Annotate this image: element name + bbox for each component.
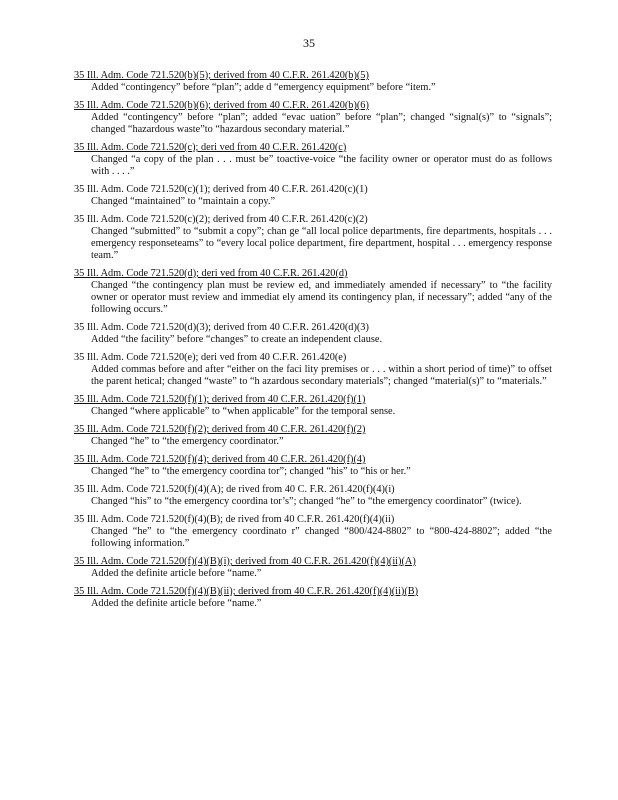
note-entry	[74, 424, 552, 448]
citation-line: 35 Ill. Adm. Code 721.520(f)(4)(B)(ii); derived from 40 C.F.R. 261.420(f)(4)(ii)(B)	[74, 586, 419, 597]
citation-line: 35 Ill. Adm. Code 721.520(f)(4)(B)(i); derived from 40 C.F.R. 261.420(f)(4)(ii)(A)	[74, 556, 416, 567]
note-entry	[74, 586, 552, 610]
change-description: Changed “he” to “the emergency coordina tor”; changed “his” to “his or her.”	[91, 466, 411, 477]
citation-line: 35 Ill. Adm. Code 721.520(b)(5); derived from 40 C.F.R. 261.420(b)(5)	[74, 70, 369, 81]
note-entry	[74, 454, 552, 478]
change-description: Added “contingency” before “plan”; adde d “emergency equipment” before “item.”	[91, 82, 436, 93]
note-entry	[74, 484, 552, 508]
change-description: Changed “submitted” to “submit a copy”; chan ge “all local police departments, fire departments, hospitals . . . emergency responseteams” to “every local police department, fire department, hospital . . . emergency response team.”	[91, 226, 552, 261]
citation-line: 35 Ill. Adm. Code 721.520(d)(3); derived from 40 C.F.R. 261.420(d)(3)	[74, 322, 369, 333]
citation-line: 35 Ill. Adm. Code 721.520(c)(2); derived from 40 C.F.R. 261.420(c)(2)	[74, 214, 368, 225]
note-entry	[74, 268, 552, 316]
change-description: Added the definite article before “name.”	[91, 568, 262, 579]
change-description: Changed “where applicable” to “when applicable” for the temporal sense.	[91, 406, 396, 417]
change-description: Changed “maintained” to “maintain a copy.”	[91, 196, 276, 207]
change-description: Changed “he” to “the emergency coordinato r” changed “800/424-8802” to “800-424-8802”; added “the following information.”	[91, 526, 552, 549]
page-number: 35	[303, 36, 315, 50]
change-description: Added commas before and after “either on the faci lity premises or . . . within a short period of time)” to offset the parent hetical; changed “waste” to “h azardous secondary materials”; changed “material(s)” to “materials.”	[91, 364, 552, 387]
change-description: Changed “he” to “the emergency coordinator.”	[91, 436, 284, 447]
note-entry	[74, 70, 552, 94]
citation-line: 35 Ill. Adm. Code 721.520(c)(1); derived from 40 C.F.R. 261.420(c)(1)	[74, 184, 368, 195]
citation-line: 35 Ill. Adm. Code 721.520(f)(4)(B); de rived from 40 C.F.R. 261.420(f)(4)(ii)	[74, 514, 395, 525]
change-description: Added “contingency” before “plan”; added “evac uation” before “plan”; changed “signal(s)” to “signals”; changed “hazardous waste”to “hazardous secondary material.”	[91, 112, 552, 135]
note-entry	[74, 556, 552, 580]
change-description: Added “the facility” before “changes” to create an independent clause.	[91, 334, 383, 345]
citation-line: 35 Ill. Adm. Code 721.520(d); deri ved from 40 C.F.R. 261.420(d)	[74, 268, 348, 279]
note-entry	[74, 142, 552, 178]
note-entry	[74, 394, 552, 418]
citation-line: 35 Ill. Adm. Code 721.520(f)(2); derived from 40 C.F.R. 261.420(f)(2)	[74, 424, 366, 435]
amendment-notes	[74, 70, 552, 616]
citation-line: 35 Ill. Adm. Code 721.520(e); deri ved from 40 C.F.R. 261.420(e)	[74, 352, 347, 363]
citation-line: 35 Ill. Adm. Code 721.520(f)(4)(A); de rived from 40 C. F.R. 261.420(f)(4)(i)	[74, 484, 395, 495]
note-entry	[74, 184, 552, 208]
citation-line: 35 Ill. Adm. Code 721.520(b)(6); derived from 40 C.F.R. 261.420(b)(6)	[74, 100, 369, 111]
citation-line: 35 Ill. Adm. Code 721.520(f)(1); derived from 40 C.F.R. 261.420(f)(1)	[74, 394, 366, 405]
change-description: Added the definite article before “name.”	[91, 598, 262, 609]
change-description: Changed “his” to “the emergency coordina tor’s”; changed “he” to “the emergency coordinator” (twice).	[91, 496, 522, 507]
note-entry	[74, 514, 552, 550]
citation-line: 35 Ill. Adm. Code 721.520(f)(4); derived from 40 C.F.R. 261.420(f)(4)	[74, 454, 366, 465]
change-description: Changed “a copy of the plan . . . must be” toactive-voice “the facility owner or operator must do as follows with . . . .”	[91, 154, 552, 177]
change-description: Changed “the contingency plan must be review ed, and immediately amended if necessary” to “the facility owner or operator must review and immediat ely amend its contingency plan, if necessary”; added “any of the following occurs.”	[91, 280, 552, 315]
note-entry	[74, 100, 552, 136]
note-entry	[74, 322, 552, 346]
note-entry	[74, 352, 552, 388]
citation-line: 35 Ill. Adm. Code 721.520(c); deri ved from 40 C.F.R. 261.420(c)	[74, 142, 347, 153]
note-entry	[74, 214, 552, 262]
